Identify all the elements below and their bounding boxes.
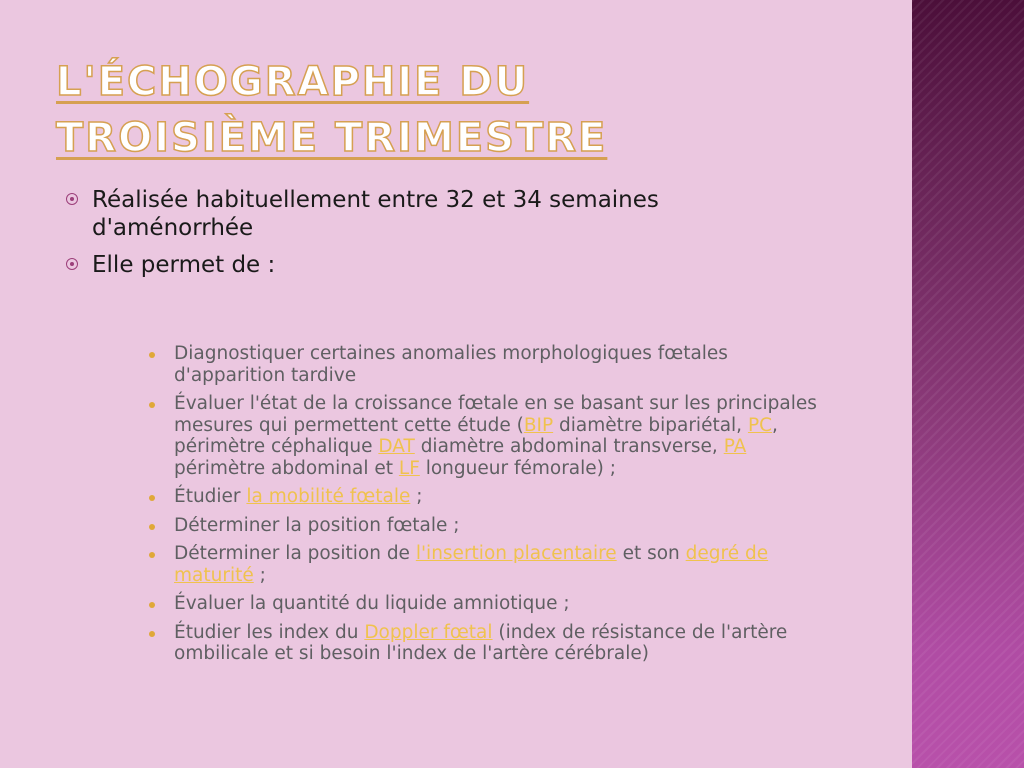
sub-bullet-text: ; [253,564,266,586]
sub-bullet-item [146,343,836,386]
sub-bullet-text: Évaluer l'état de la croissance fœtale en se basant sur les principales mesures qui permettent cette étude ( [174,393,817,436]
sub-bullet-item [146,593,836,615]
sub-bullet-text: périmètre abdominal et [174,457,399,479]
sub-bullet-text: Diagnostiquer certaines anomalies morphologiques fœtales d'apparition tardive [174,343,728,386]
sub-bullet-text: Évaluer la quantité du liquide amniotique ; [174,593,570,614]
sub-bullet-text: (index de résistance de l'artère ombilicale et si besoin l'index de l'artère cérébrale) [174,621,788,664]
sub-bullet-text: longueur fémorale) ; [419,457,616,479]
circle-bullet-icon [66,193,78,205]
link-dat[interactable]: DAT [378,436,415,457]
slide-title: L'ÉCHOGRAPHIE DU TROISIÈME TRIMESTRE [56,59,608,161]
decorative-sidebar [912,0,1024,768]
dot-bullet-icon [149,524,155,530]
link-bip[interactable]: BIP [523,414,554,436]
sub-bullet-text: Étudier [174,486,247,507]
dot-bullet-icon [149,631,155,637]
link-degre-maturite[interactable]: degré de maturité [174,543,769,586]
dot-bullet-icon [149,495,155,501]
bullet-text: Elle permet de : [92,252,276,278]
sub-bullet-item [146,543,836,586]
sub-bullet-item [146,393,836,479]
sub-bullet-text: et son [616,543,686,564]
circle-bullet-icon [66,258,78,270]
sub-bullet-text: Étudier les index du [174,621,365,643]
sub-bullet-text: Déterminer la position de [174,543,416,564]
link-pa[interactable]: PA [723,436,747,457]
sub-bullet-text: diamètre bipariétal, [553,414,748,436]
dot-bullet-icon [149,552,155,558]
link-lf[interactable]: LF [398,457,420,479]
link-insertion-placentaire[interactable]: l'insertion placentaire [415,543,617,564]
sub-bullet-text: ; [410,486,423,507]
sub-bullet-list [146,343,836,672]
sub-bullet-item [146,515,836,537]
sub-bullet-item [146,622,836,665]
sub-bullet-text: Déterminer la position fœtale ; [174,514,460,536]
dot-bullet-icon [149,402,155,408]
bullet-text: Réalisée habituellement entre 32 et 34 semaines d'aménorrhée [92,187,659,241]
link-doppler-foetal[interactable]: Doppler fœtal [364,621,493,643]
sub-bullet-text: diamètre abdominal transverse, [414,436,724,457]
sub-bullet-item [146,486,836,508]
dot-bullet-icon [149,602,155,608]
sub-bullet-text: , périmètre céphalique [174,414,778,457]
link-pc[interactable]: PC [747,414,773,436]
link-mobilite-foetale[interactable]: la mobilité fœtale [246,486,411,507]
stripe-texture [912,0,1024,768]
dot-bullet-icon [149,352,155,358]
